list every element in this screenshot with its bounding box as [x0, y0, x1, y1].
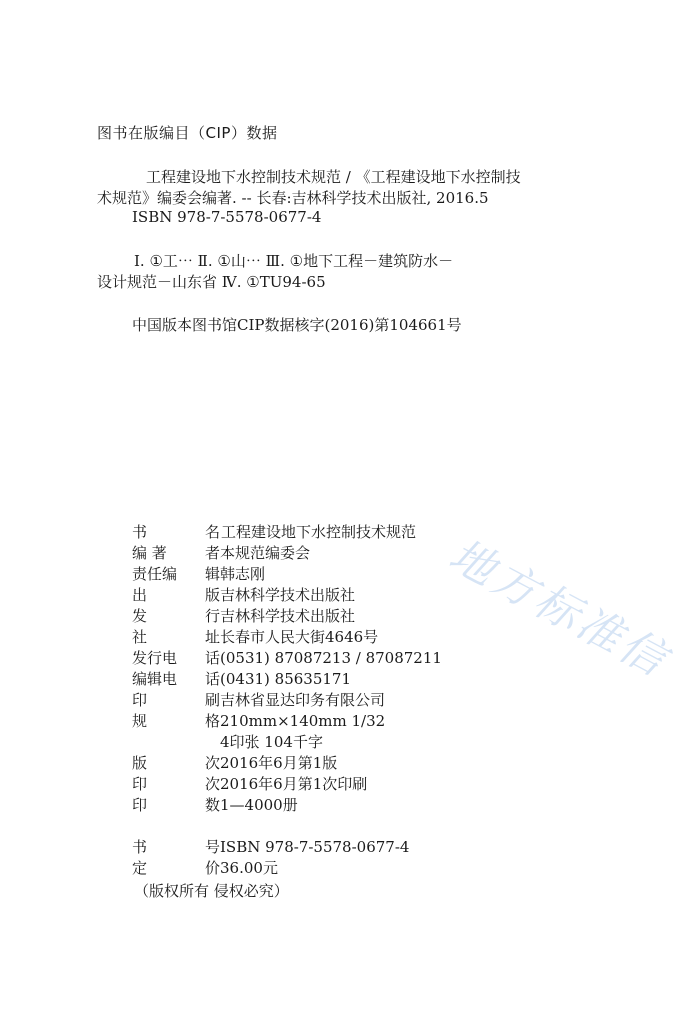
cip-entry-line-2: 术规范》编委会编著. -- 长春:吉林科学技术出版社, 2016.5	[97, 189, 489, 207]
info-row-printer	[132, 690, 442, 711]
info-row-isbn	[132, 837, 442, 858]
info-value-edition: 2016年6月第1版	[220, 754, 338, 772]
info-label: 编辑电 话	[132, 670, 220, 688]
info-value-editor-phone: (0431) 85635171	[220, 670, 351, 688]
info-value-price: 36.00元	[220, 859, 278, 877]
info-label: 发 行	[132, 607, 220, 625]
info-value-editor: 韩志刚	[220, 565, 266, 583]
info-value-author: 本规范编委会	[220, 544, 311, 562]
info-value-format: 210mm×140mm 1/32	[220, 712, 386, 730]
cip-classification-line-2: 设计规范－山东省 Ⅳ. ①TU94-65	[97, 273, 326, 291]
info-value-distributor: 吉林科学技术出版社	[220, 607, 356, 625]
info-value-book-title: 工程建设地下水控制技术规范	[221, 523, 417, 541]
spacer	[132, 816, 442, 837]
info-label: 定 价	[132, 859, 220, 877]
info-value-printer: 吉林省显达印务有限公司	[220, 691, 386, 709]
info-label: 发行电 话	[132, 649, 220, 667]
info-label: 书 名	[132, 523, 220, 541]
cip-classification-line-1: Ⅰ. ①工⋯ Ⅱ. ①山⋯ Ⅲ. ①地下工程－建筑防水－	[134, 252, 454, 270]
info-label: 社 址	[132, 628, 220, 646]
info-label: 印 次	[132, 775, 220, 793]
info-value-address: 长春市人民大街4646号	[220, 628, 379, 646]
cip-isbn: ISBN 978-7-5578-0677-4	[132, 208, 322, 226]
info-value-print-run: 1—4000册	[220, 796, 298, 814]
info-label: 编 著 者	[132, 544, 220, 562]
info-row-editor	[132, 564, 442, 585]
info-row-publisher	[132, 585, 442, 606]
info-label	[132, 732, 220, 753]
info-label: 出 版	[132, 586, 220, 604]
info-label: 印 数	[132, 796, 220, 814]
info-row-edition	[132, 753, 442, 774]
info-row-title	[132, 522, 442, 543]
info-row-printing	[132, 774, 442, 795]
info-label: 书 号	[132, 838, 220, 856]
info-label: 责任编 辑	[132, 565, 220, 583]
info-row-price	[132, 858, 442, 879]
info-row-format	[132, 711, 442, 732]
info-value-isbn: ISBN 978-7-5578-0677-4	[220, 838, 410, 856]
info-row-sales-phone	[132, 648, 442, 669]
info-row-sheets	[132, 732, 442, 753]
info-row-editor-phone	[132, 669, 442, 690]
info-value-printing: 2016年6月第1次印刷	[220, 775, 368, 793]
cip-data-number: 中国版本图书馆CIP数据核字(2016)第104661号	[132, 316, 462, 334]
publication-info-table	[132, 522, 442, 879]
info-row-print-run	[132, 795, 442, 816]
copyright-note: （版权所有 侵权必究）	[134, 882, 289, 900]
info-row-address	[132, 627, 442, 648]
info-label: 印 刷	[132, 691, 220, 709]
info-label: 规 格	[132, 712, 220, 730]
info-value-sales-phone: (0531) 87087213 / 87087211	[220, 649, 442, 667]
info-row-distributor	[132, 606, 442, 627]
cip-entry-line-1: 工程建设地下水控制技术规范 / 《工程建设地下水控制技	[146, 168, 521, 186]
info-label: 版 次	[132, 754, 220, 772]
info-value-publisher: 吉林科学技术出版社	[220, 586, 356, 604]
info-value-sheets: 4印张 104千字	[220, 733, 323, 751]
cip-title: 图书在版编目（CIP）数据	[97, 124, 278, 142]
info-row-author	[132, 543, 442, 564]
watermark: 地方标准信	[440, 529, 677, 688]
